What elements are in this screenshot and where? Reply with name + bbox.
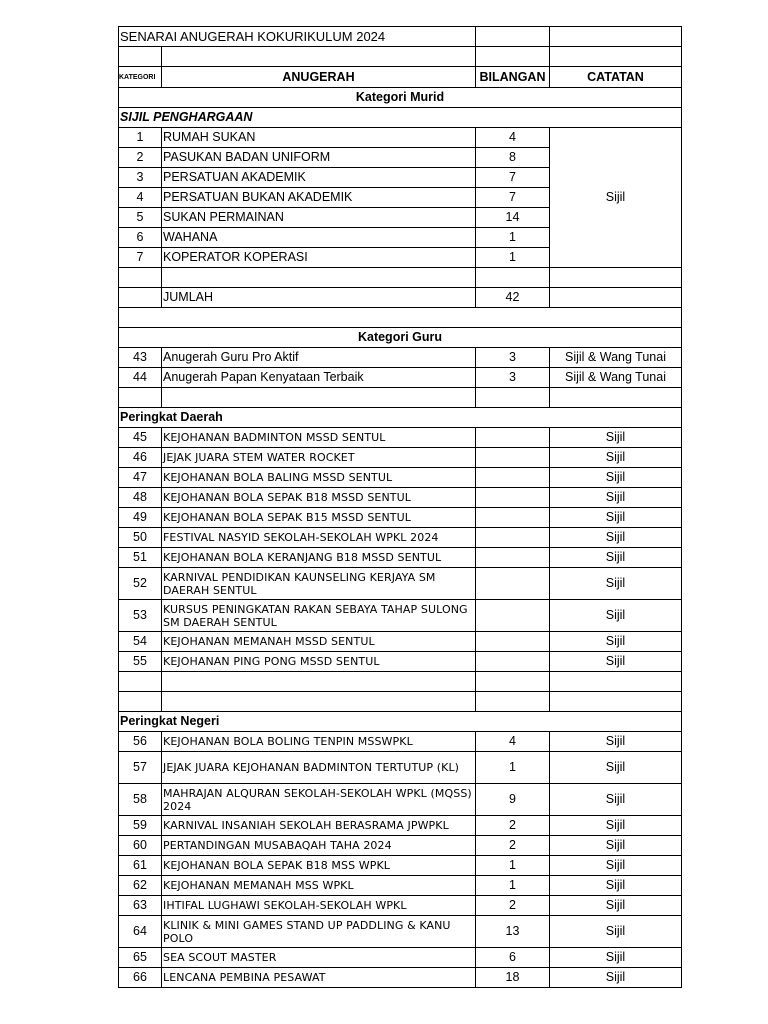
award-note: Sijil <box>550 448 682 468</box>
row-number: 58 <box>119 784 162 816</box>
row-number: 51 <box>119 548 162 568</box>
award-count: 13 <box>476 916 550 948</box>
award-name: KLINIK & MINI GAMES STAND UP PADDLING & KANU POLO <box>162 916 476 948</box>
award-note: Sijil <box>550 856 682 876</box>
row-number: 57 <box>119 752 162 784</box>
award-count: 4 <box>476 732 550 752</box>
award-note: Sijil <box>550 548 682 568</box>
award-count: 2 <box>476 816 550 836</box>
blank-row <box>119 47 682 67</box>
row-number: 7 <box>119 248 162 268</box>
award-note: Sijil <box>550 968 682 988</box>
award-count <box>476 488 550 508</box>
row-number: 54 <box>119 632 162 652</box>
row-number: 56 <box>119 732 162 752</box>
table-row <box>119 448 682 468</box>
header-bilangan: BILANGAN <box>476 67 550 88</box>
award-table <box>118 26 682 988</box>
table-row <box>119 856 682 876</box>
award-count: 1 <box>476 876 550 896</box>
row-number: 48 <box>119 488 162 508</box>
award-name: SEA SCOUT MASTER <box>162 948 476 968</box>
award-note: Sijil <box>550 488 682 508</box>
header-catatan: CATATAN <box>550 67 682 88</box>
award-note: Sijil <box>550 948 682 968</box>
award-count: 9 <box>476 784 550 816</box>
table-row <box>119 368 682 388</box>
award-count: 3 <box>476 368 550 388</box>
table-row <box>119 468 682 488</box>
blank-row <box>119 308 682 328</box>
table-row <box>119 968 682 988</box>
award-name: KEJOHANAN BADMINTON MSSD SENTUL <box>162 428 476 448</box>
total-value: 42 <box>476 288 550 308</box>
award-name: Anugerah Papan Kenyataan Terbaik <box>162 368 476 388</box>
award-note: Sijil <box>550 468 682 488</box>
award-name: KOPERATOR KOPERASI <box>162 248 476 268</box>
row-number: 60 <box>119 836 162 856</box>
award-count <box>476 508 550 528</box>
table-row <box>119 752 682 784</box>
page-title: SENARAI ANUGERAH KOKURIKULUM 2024 <box>119 27 476 47</box>
award-count <box>476 448 550 468</box>
table-row <box>119 896 682 916</box>
row-number: 52 <box>119 568 162 600</box>
award-name: KEJOHANAN BOLA KERANJANG B18 MSSD SENTUL <box>162 548 476 568</box>
award-name: KEJOHANAN BOLA SEPAK B18 MSSD SENTUL <box>162 488 476 508</box>
award-note: Sijil <box>550 528 682 548</box>
award-note: Sijil <box>550 896 682 916</box>
table-row <box>119 508 682 528</box>
award-name: KARNIVAL INSANIAH SEKOLAH BERASRAMA JPWPKL <box>162 816 476 836</box>
award-name: PERSATUAN BUKAN AKADEMIK <box>162 188 476 208</box>
award-note: Sijil & Wang Tunai <box>550 368 682 388</box>
total-row <box>119 288 682 308</box>
award-count <box>476 568 550 600</box>
table-row <box>119 348 682 368</box>
award-name: PERTANDINGAN MUSABAQAH TAHA 2024 <box>162 836 476 856</box>
award-name: FESTIVAL NASYID SEKOLAH-SEKOLAH WPKL 2024 <box>162 528 476 548</box>
award-count <box>476 548 550 568</box>
award-name: KEJOHANAN PING PONG MSSD SENTUL <box>162 652 476 672</box>
header-row <box>119 67 682 88</box>
award-note: Sijil <box>550 732 682 752</box>
subsection-label: SIJIL PENGHARGAAN <box>119 108 682 128</box>
table-row <box>119 948 682 968</box>
award-count <box>476 528 550 548</box>
row-number: 44 <box>119 368 162 388</box>
award-name: LENCANA PEMBINA PESAWAT <box>162 968 476 988</box>
blank-row <box>119 692 682 712</box>
award-name: SUKAN PERMAINAN <box>162 208 476 228</box>
row-number: 4 <box>119 188 162 208</box>
total-label: JUMLAH <box>162 288 476 308</box>
award-count: 1 <box>476 248 550 268</box>
blank-row <box>119 672 682 692</box>
award-name: KEJOHANAN BOLA SEPAK B18 MSS WPKL <box>162 856 476 876</box>
table-row <box>119 876 682 896</box>
row-number: 46 <box>119 448 162 468</box>
award-count: 1 <box>476 228 550 248</box>
row-number: 59 <box>119 816 162 836</box>
table-row <box>119 916 682 948</box>
row-number: 47 <box>119 468 162 488</box>
section-label-guru: Kategori Guru <box>119 328 682 348</box>
award-note: Sijil <box>550 816 682 836</box>
award-count <box>476 632 550 652</box>
award-count: 4 <box>476 128 550 148</box>
award-name: RUMAH SUKAN <box>162 128 476 148</box>
award-note: Sijil <box>550 128 682 268</box>
award-count: 8 <box>476 148 550 168</box>
row-number: 45 <box>119 428 162 448</box>
award-count <box>476 468 550 488</box>
award-count: 2 <box>476 836 550 856</box>
award-count: 7 <box>476 188 550 208</box>
row-number: 62 <box>119 876 162 896</box>
table-row <box>119 528 682 548</box>
award-note: Sijil <box>550 508 682 528</box>
award-count: 14 <box>476 208 550 228</box>
row-number: 3 <box>119 168 162 188</box>
award-name: KEJOHANAN BOLA BOLING TENPIN MSSWPKL <box>162 732 476 752</box>
section-label-daerah: Peringkat Daerah <box>119 408 682 428</box>
section-label-negeri: Peringkat Negeri <box>119 712 682 732</box>
blank-row <box>119 388 682 408</box>
table-row <box>119 548 682 568</box>
award-name: PASUKAN BADAN UNIFORM <box>162 148 476 168</box>
row-number: 6 <box>119 228 162 248</box>
award-count: 18 <box>476 968 550 988</box>
table-row <box>119 128 682 148</box>
award-name: JEJAK JUARA STEM WATER ROCKET <box>162 448 476 468</box>
row-number: 55 <box>119 652 162 672</box>
table-row <box>119 600 682 632</box>
award-name: KEJOHANAN BOLA SEPAK B15 MSSD SENTUL <box>162 508 476 528</box>
award-name: Anugerah Guru Pro Aktif <box>162 348 476 368</box>
row-number: 1 <box>119 128 162 148</box>
row-number: 43 <box>119 348 162 368</box>
award-note: Sijil <box>550 652 682 672</box>
row-number: 66 <box>119 968 162 988</box>
award-note: Sijil <box>550 916 682 948</box>
table-row <box>119 784 682 816</box>
award-name: KARNIVAL PENDIDIKAN KAUNSELING KERJAYA SM DAERAH SENTUL <box>162 568 476 600</box>
award-count: 3 <box>476 348 550 368</box>
table-row <box>119 568 682 600</box>
award-note: Sijil <box>550 836 682 856</box>
row-number: 50 <box>119 528 162 548</box>
row-number: 2 <box>119 148 162 168</box>
section-row-murid <box>119 88 682 108</box>
award-name: JEJAK JUARA KEJOHANAN BADMINTON TERTUTUP (KL) <box>162 752 476 784</box>
award-note: Sijil <box>550 876 682 896</box>
award-count: 7 <box>476 168 550 188</box>
award-note: Sijil <box>550 600 682 632</box>
header-anugerah: ANUGERAH <box>162 67 476 88</box>
section-label-murid: Kategori Murid <box>119 88 682 108</box>
award-name: KEJOHANAN BOLA BALING MSSD SENTUL <box>162 468 476 488</box>
table-row <box>119 488 682 508</box>
award-name: IHTIFAL LUGHAWI SEKOLAH-SEKOLAH WPKL <box>162 896 476 916</box>
header-kategori: KATEGORI <box>119 67 162 88</box>
award-note: Sijil <box>550 752 682 784</box>
row-number: 49 <box>119 508 162 528</box>
award-count: 1 <box>476 856 550 876</box>
table-row <box>119 732 682 752</box>
award-name: PERSATUAN AKADEMIK <box>162 168 476 188</box>
award-name: WAHANA <box>162 228 476 248</box>
title-row <box>119 27 682 47</box>
row-number: 53 <box>119 600 162 632</box>
award-note: Sijil <box>550 568 682 600</box>
section-row-negeri <box>119 712 682 732</box>
blank-row <box>119 268 682 288</box>
award-note: Sijil <box>550 632 682 652</box>
award-note: Sijil <box>550 428 682 448</box>
table-row <box>119 836 682 856</box>
award-note: Sijil <box>550 784 682 816</box>
row-number: 65 <box>119 948 162 968</box>
award-name: KEJOHANAN MEMANAH MSS WPKL <box>162 876 476 896</box>
subsection-row <box>119 108 682 128</box>
row-number: 63 <box>119 896 162 916</box>
award-count: 6 <box>476 948 550 968</box>
award-name: MAHRAJAN ALQURAN SEKOLAH-SEKOLAH WPKL (MQSS) 2024 <box>162 784 476 816</box>
row-number: 61 <box>119 856 162 876</box>
table-row <box>119 428 682 448</box>
award-count: 2 <box>476 896 550 916</box>
award-name: KEJOHANAN MEMANAH MSSD SENTUL <box>162 632 476 652</box>
row-number: 64 <box>119 916 162 948</box>
section-row-daerah <box>119 408 682 428</box>
award-count <box>476 428 550 448</box>
award-note: Sijil & Wang Tunai <box>550 348 682 368</box>
table-row <box>119 816 682 836</box>
section-row-guru <box>119 328 682 348</box>
table-row <box>119 652 682 672</box>
table-row <box>119 632 682 652</box>
award-count <box>476 652 550 672</box>
award-name: KURSUS PENINGKATAN RAKAN SEBAYA TAHAP SULONG SM DAERAH SENTUL <box>162 600 476 632</box>
award-count <box>476 600 550 632</box>
award-count: 1 <box>476 752 550 784</box>
row-number: 5 <box>119 208 162 228</box>
